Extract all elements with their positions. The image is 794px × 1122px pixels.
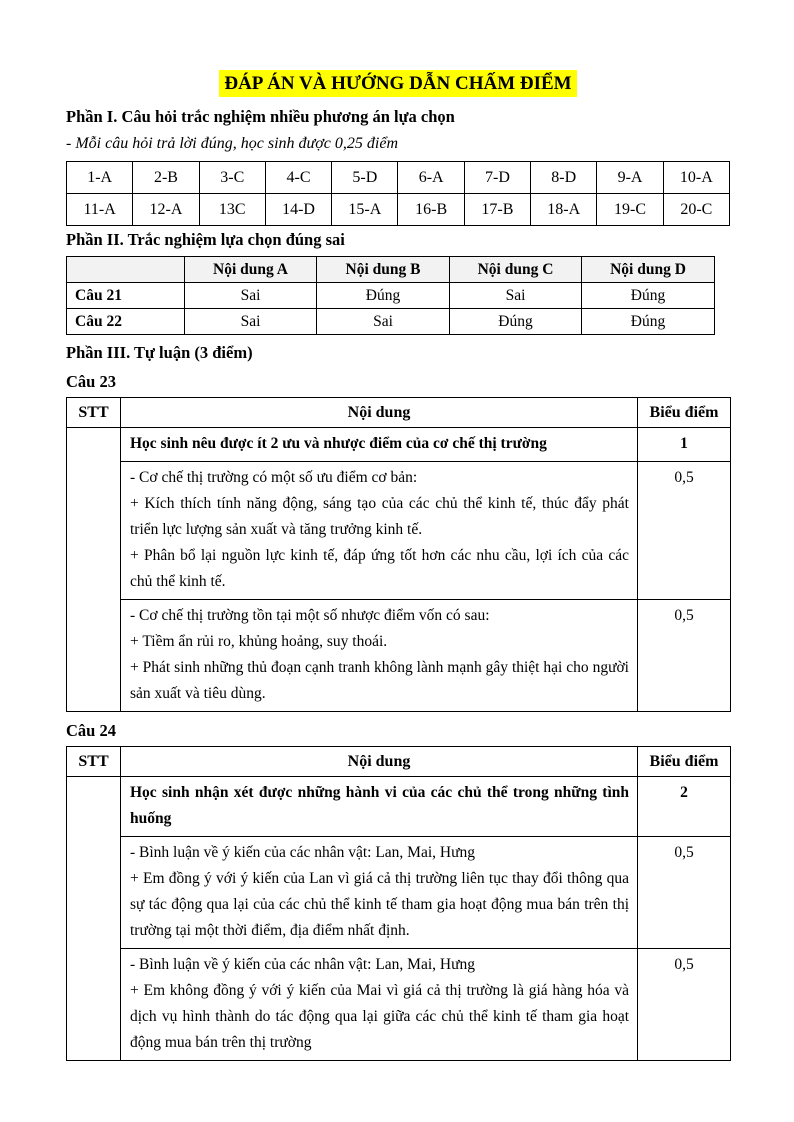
stt-header-cell: STT <box>67 398 121 428</box>
answer-cell: 12-A <box>133 194 199 226</box>
score-header-cell: Biểu điểm <box>638 747 731 777</box>
answers-table-body <box>67 162 730 226</box>
answer-cell: 8-D <box>531 162 597 194</box>
part1-heading: Phần I. Câu hỏi trắc nghiệm nhiều phương án lựa chọn <box>66 107 455 126</box>
column-header-cell: Nội dung B <box>317 257 450 283</box>
true-false-value-cell: Sai <box>185 283 317 309</box>
answer-cell: 13C <box>199 194 265 226</box>
essay-table-24 <box>66 746 731 1061</box>
content-cell <box>121 600 638 712</box>
content-header-cell: Nội dung <box>121 398 638 428</box>
part3-heading: Phần III. Tự luận (3 điểm) <box>66 343 253 362</box>
content-paragraph: - Bình luận về ý kiến của các nhân vật: Lan, Mai, Hưng <box>130 956 475 973</box>
answer-cell: 15-A <box>332 194 398 226</box>
essay-row <box>67 949 731 1061</box>
essay-row <box>67 462 731 600</box>
score-cell: 0,5 <box>638 600 731 712</box>
score-cell: 0,5 <box>638 837 731 949</box>
title-line <box>66 70 730 97</box>
answers-table <box>66 161 730 226</box>
stt-cell <box>67 777 121 1061</box>
true-false-row <box>67 283 715 309</box>
answer-cell: 16-B <box>398 194 464 226</box>
answer-cell: 18-A <box>531 194 597 226</box>
essay-table-body <box>67 777 731 1061</box>
question-23-label: Câu 23 <box>66 372 116 391</box>
content-paragraph: + Phân bổ lại nguồn lực kinh tế, đáp ứng tốt hơn các nhu cầu, lợi ích của các chủ thể kinh tế. <box>130 547 629 590</box>
content-cell <box>121 428 638 462</box>
essay-table-body <box>67 428 731 712</box>
answer-cell: 14-D <box>265 194 331 226</box>
answer-cell: 9-A <box>597 162 663 194</box>
score-cell: 0,5 <box>638 462 731 600</box>
answer-cell: 3-C <box>199 162 265 194</box>
answer-cell: 20-C <box>663 194 729 226</box>
true-false-value-cell: Đúng <box>450 309 582 335</box>
essay-table-23 <box>66 397 731 712</box>
content-paragraph: + Tiềm ẩn rủi ro, khủng hoảng, suy thoái. <box>130 633 388 650</box>
column-header-cell: Nội dung D <box>582 257 715 283</box>
true-false-header-row <box>67 257 715 283</box>
page-title: ĐÁP ÁN VÀ HƯỚNG DẪN CHẤM ĐIỂM <box>219 70 576 97</box>
answer-cell: 6-A <box>398 162 464 194</box>
essay-row <box>67 837 731 949</box>
true-false-value-cell: Đúng <box>317 283 450 309</box>
part1-scoring-note: - Mỗi câu hỏi trả lời đúng, học sinh được 0,25 điểm <box>66 135 398 152</box>
column-header-cell: Nội dung C <box>450 257 582 283</box>
answer-cell: 7-D <box>464 162 530 194</box>
score-cell: 0,5 <box>638 949 731 1061</box>
corner-header-cell <box>67 257 185 283</box>
essay-row <box>67 777 731 837</box>
content-paragraph: - Cơ chế thị trường có một số ưu điểm cơ bản: <box>130 469 418 486</box>
answer-cell: 11-A <box>67 194 133 226</box>
content-header-cell: Nội dung <box>121 747 638 777</box>
true-false-value-cell: Sai <box>185 309 317 335</box>
content-paragraph: + Em đồng ý với ý kiến của Lan vì giá cả thị trường liên tục thay đổi thông qua sự tác động qua lại của các chủ thể kinh tế tham gia hoạt động mua bán trên thị trường tại một thời điểm, địa điểm nhất định. <box>130 870 629 939</box>
answer-cell: 1-A <box>67 162 133 194</box>
question-label-cell: Câu 22 <box>67 309 185 335</box>
true-false-table <box>66 256 715 335</box>
essay-table-head <box>67 747 731 777</box>
content-paragraph: - Bình luận về ý kiến của các nhân vật: Lan, Mai, Hưng <box>130 844 475 861</box>
content-paragraph: + Kích thích tính năng động, sáng tạo của các chủ thể kinh tế, thúc đẩy phát triển lực lượng sản xuất và tăng trưởng kinh tế. <box>130 495 629 538</box>
essay-row <box>67 428 731 462</box>
content-cell <box>121 949 638 1061</box>
content-paragraph: Học sinh nhận xét được những hành vi của các chủ thể trong những tình huống <box>130 784 629 827</box>
content-cell <box>121 837 638 949</box>
content-paragraph: Học sinh nêu được ít 2 ưu và nhược điểm của cơ chế thị trường <box>130 435 547 452</box>
answer-cell: 10-A <box>663 162 729 194</box>
content-paragraph: - Cơ chế thị trường tồn tại một số nhược điểm vốn có sau: <box>130 607 490 624</box>
content-paragraph: + Em không đồng ý với ý kiến của Mai vì giá cả thị trường là giá hàng hóa và dịch vụ hình thành do tác động qua lại giữa các chủ thể kinh tế tham gia hoạt động mua bán trên thị trường <box>130 982 629 1051</box>
content-cell <box>121 462 638 600</box>
answer-cell: 19-C <box>597 194 663 226</box>
question-24-label: Câu 24 <box>66 721 116 740</box>
essay-table-head <box>67 398 731 428</box>
essay-row <box>67 600 731 712</box>
essay-questions <box>66 371 730 1061</box>
answer-cell: 4-C <box>265 162 331 194</box>
true-false-table-body <box>67 257 715 335</box>
answer-row-2 <box>67 194 730 226</box>
true-false-value-cell: Đúng <box>582 309 715 335</box>
answer-cell: 17-B <box>464 194 530 226</box>
essay-header-row <box>67 398 731 428</box>
part2-heading: Phần II. Trắc nghiệm lựa chọn đúng sai <box>66 230 345 249</box>
essay-header-row <box>67 747 731 777</box>
true-false-value-cell: Sai <box>450 283 582 309</box>
stt-header-cell: STT <box>67 747 121 777</box>
true-false-value-cell: Sai <box>317 309 450 335</box>
score-cell: 2 <box>638 777 731 837</box>
column-header-cell: Nội dung A <box>185 257 317 283</box>
content-paragraph: + Phát sinh những thủ đoạn cạnh tranh không lành mạnh gây thiệt hại cho người sản xuất và tiêu dùng. <box>130 659 629 702</box>
answer-cell: 2-B <box>133 162 199 194</box>
score-cell: 1 <box>638 428 731 462</box>
true-false-value-cell: Đúng <box>582 283 715 309</box>
true-false-row <box>67 309 715 335</box>
answer-row-1 <box>67 162 730 194</box>
answer-cell: 5-D <box>332 162 398 194</box>
content-cell <box>121 777 638 837</box>
question-label-cell: Câu 21 <box>67 283 185 309</box>
score-header-cell: Biểu điểm <box>638 398 731 428</box>
stt-cell <box>67 428 121 712</box>
